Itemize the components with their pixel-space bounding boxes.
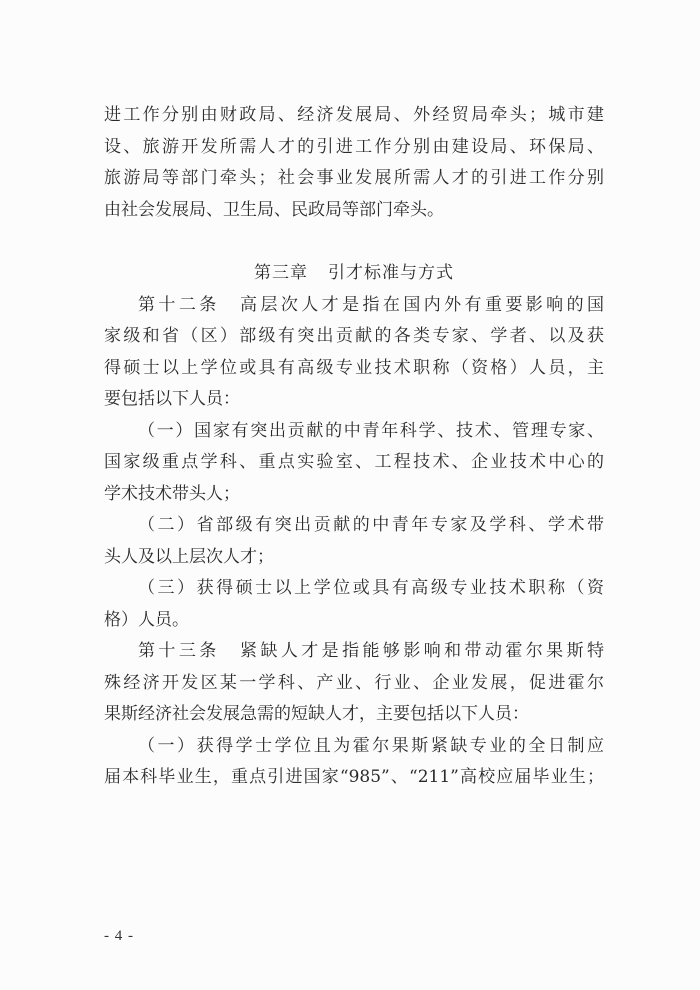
paragraph-continuation [104,100,604,226]
text-line: 设、旅游开发所需人才的引进工作分别由建设局、环保局、 [104,136,604,157]
paragraph-spacer [104,226,604,258]
article-13-item-1 [104,731,604,794]
text-line: 格）人员。 [104,609,189,630]
text-line: 第十三条 紧缺人才是指能够影响和带动霍尔果斯特 [138,641,604,661]
text-line: 头人及以上层次人才； [104,546,274,567]
text-line: 进工作分别由财政局、经济发展局、外经贸局牵头；城市建 [104,105,604,125]
text-line: 届本科毕业生，重点引进国家“985”、“211”高校应届毕业生； [104,767,604,787]
text-line: 殊经济开发区某一学科、产业、行业、企业发展，促进霍尔 [104,672,604,693]
chapter-number: 第三章 [254,263,308,283]
text-line: 家级和省（区）部级有突出贡献的各类专家、学者、以及获 [104,326,604,346]
article-12-item-3 [104,573,604,636]
article-12-item-1 [104,416,604,511]
chapter-title: 引才标准与方式 [328,263,454,283]
chapter-heading [104,258,604,290]
text-line: 由社会发展局、卫生局、民政局等部门牵头。 [104,199,444,220]
article-12 [104,290,604,416]
text-line: （三）获得硕士以上学位或具有高级专业技术职称（资 [138,578,604,598]
page-number: - 4 - [104,928,134,944]
article-12-item-2 [104,510,604,573]
article-13 [104,636,604,731]
text-line: 旅游局等部门牵头；社会事业发展所需人才的引进工作分别 [104,168,604,188]
text-line: （二）省部级有突出贡献的中青年专家及学科、学术带 [138,515,604,535]
document-body [104,100,604,794]
text-line: 第十二条 高层次人才是指在国内外有重要影响的国 [138,294,604,315]
text-line: 得硕士以上学位或具有高级专业技术职称（资格）人员，主 [104,357,604,378]
text-line: （一）国家有突出贡献的中青年科学、技术、管理专家、 [138,420,604,441]
text-line: 国家级重点学科、重点实验室、工程技术、企业技术中心的 [104,452,604,472]
text-line: 学术技术带头人； [104,483,240,504]
text-line: （一）获得学士学位且为霍尔果斯紧缺专业的全日制应 [138,735,604,756]
text-line: 果斯经济社会发展急需的短缺人才，主要包括以下人员： [104,704,529,724]
text-line: 要包括以下人员： [104,389,240,409]
